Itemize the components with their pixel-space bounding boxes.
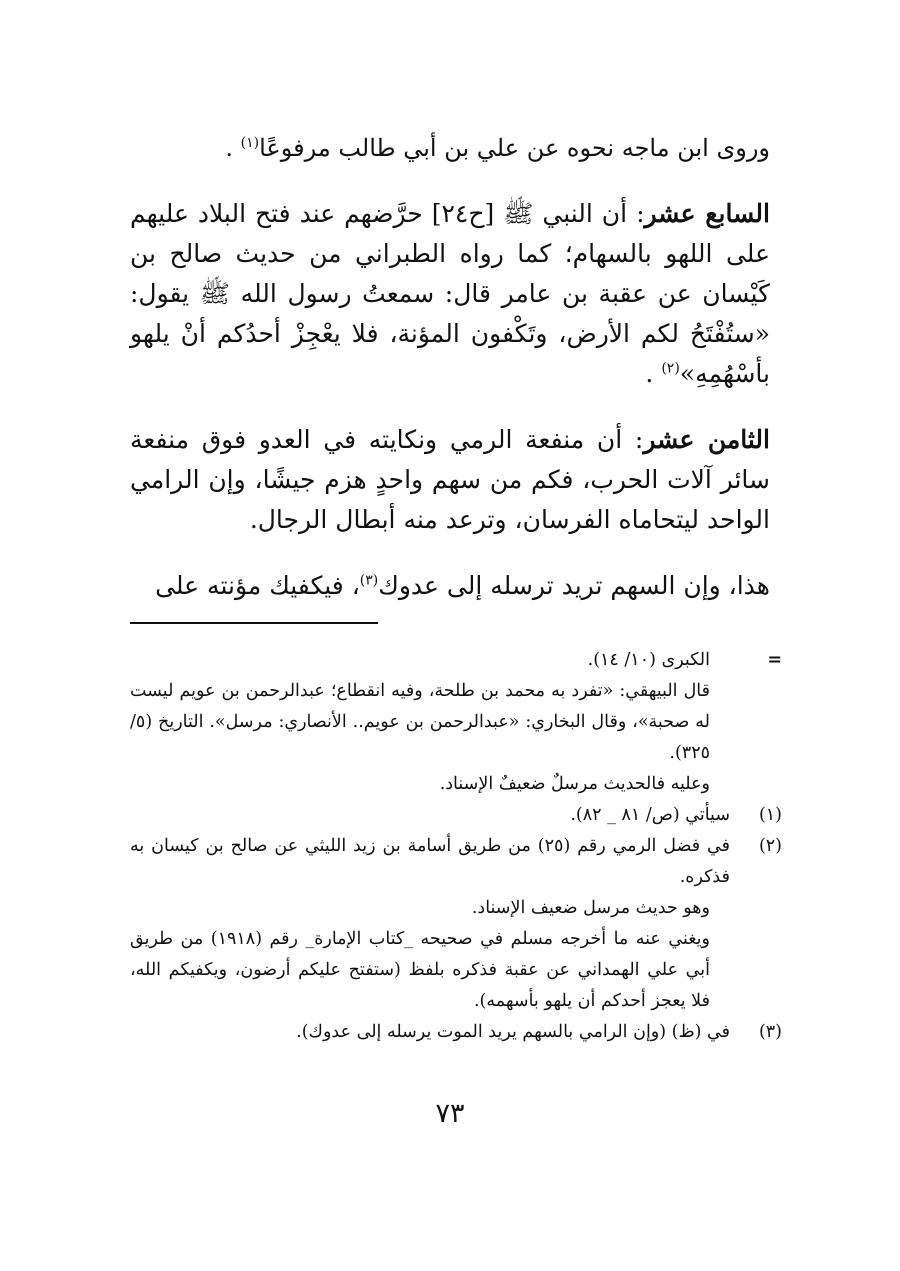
- footnote-line: قال البيهقي: «تفرد به محمد بن طلحة، وفيه انقطاع؛ عبدالرحمن بن عويم ليست له صحبة»، وقال البخاري: «عبدالرحمن بن عويم.. الأنصاري: مرسل». التاريخ (٥/ ٣٢٥).: [130, 681, 710, 763]
- footnote-number: (٢): [758, 836, 782, 856]
- footnote-line: في (ظ) (وإن الرامي بالسهم يريد الموت يرسله إلى عدوك).: [296, 1022, 730, 1042]
- footnote-line: في فضل الرمي رقم (٢٥) من طريق أسامة بن زيد الليثي عن صالح بن كيسان به فذكره.: [130, 836, 730, 887]
- paragraph-ibn-majah: وروى ابن ماجه نحوه عن علي بن أبي طالب مرفوعًا$^{(١)}$ .: [225, 134, 770, 162]
- footnote-ref-2[interactable]: (٢): [661, 360, 680, 377]
- footnote-ref-3[interactable]: (٣): [359, 572, 379, 589]
- footnote-line: وعليه فالحديث مرسلٌ ضعيفٌ الإسناد.: [439, 774, 710, 794]
- main-text: [130, 128, 770, 632]
- footnote-number: (٣): [758, 1022, 782, 1042]
- footnote-2: [130, 831, 782, 1017]
- footnote-3: [130, 1017, 782, 1048]
- continuation-marker: =: [767, 650, 782, 670]
- footnote-ref-1[interactable]: (١): [240, 135, 260, 151]
- section-heading-seventeenth: السابع عشر: [644, 199, 770, 228]
- footnote-line: سيأتي (ص/ ٨١ _ ٨٢).: [570, 805, 730, 825]
- page-number: ٧٣: [435, 1098, 465, 1129]
- footnote-line: وهو حديث مرسل ضعيف الإسناد.: [471, 898, 710, 918]
- footnote-1: [130, 800, 782, 831]
- section-heading-eighteenth: الثامن عشر: [643, 425, 770, 454]
- paragraph-eighteenth: الثامن عشر: أن منفعة الرمي ونكايته في العدو فوق منفعة سائر آلات الحرب، فكم من سهم واحدٍ هزم جيشًا، وإن الرامي الواحد ليتحاماه الفرسان، وترعد منه أبطال الرجال.: [130, 425, 770, 534]
- footnote-separator: [130, 622, 378, 624]
- footnote-line: الكبرى (١٠/ ١٤).: [587, 650, 710, 670]
- footnote-continuation: [130, 645, 782, 800]
- footnote-line: ويغني عنه ما أخرجه مسلم في صحيحه _كتاب الإمارة_ رقم (١٩١٨) من طريق أبي علي الهمداني عن عقبة فذكره بلفظ (ستفتح عليكم أرضون، ويكفيكم الله، فلا يعجز أحدكم أن يلهو بأسهمه).: [130, 929, 710, 1011]
- paragraph-arrow: هذا، وإن السهم تريد ترسله إلى عدوك$^{(٣)}$، فيكفيك مؤنته على: [155, 571, 770, 600]
- footnotes: [130, 645, 782, 1048]
- footnote-number: (١): [758, 805, 782, 825]
- paragraph-seventeenth: السابع عشر: أن النبي ﷺ [ح٢٤] حرَّضهم عند فتح البلاد عليهم على اللهو بالسهام؛ كما رواه الطبراني من حديث صالح بن كَيْسان عن عقبة بن عامر قال: سمعتُ رسول الله ﷺ يقول: «ستُفْتَحُ لكم الأرض، وتَكْفون المؤنة، فلا يعْجِزْ أحدُكم أنْ يلهو بأسْهُمِهِ»$^{(٢)}$ .: [130, 199, 770, 388]
